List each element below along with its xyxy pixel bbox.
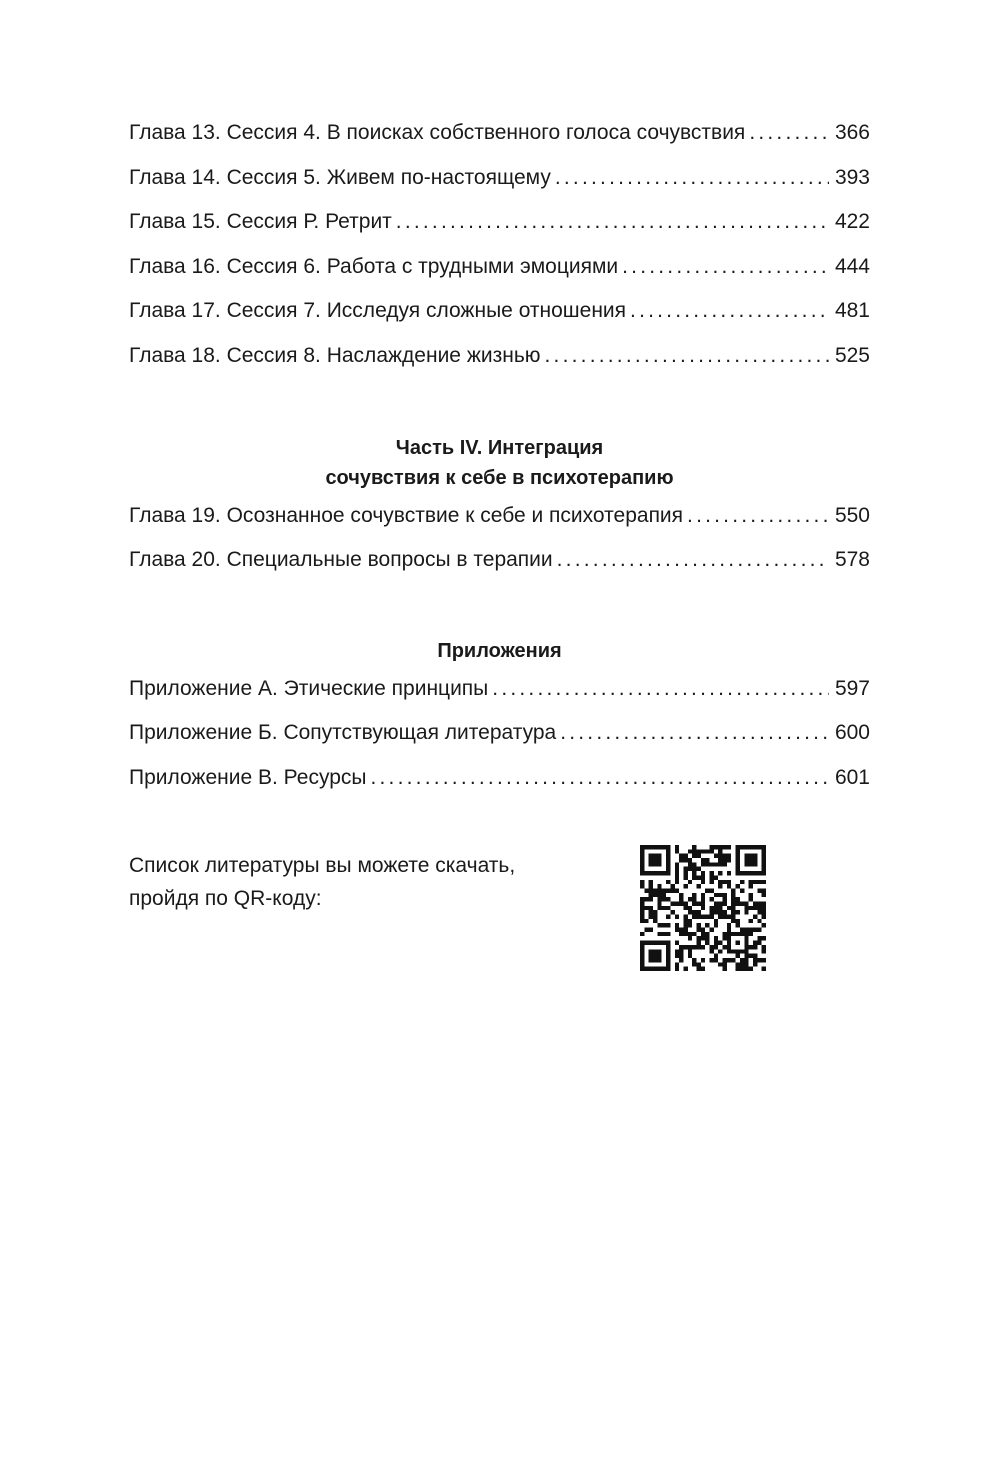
- toc-entry-page: 550: [834, 503, 870, 527]
- toc-entry-title: Глава 17. Сессия 7. Исследуя сложные отношения: [129, 299, 627, 323]
- toc-group-appendix: [129, 678, 870, 812]
- dot-leader: [630, 300, 829, 321]
- toc-entry-title: Приложение В. Ресурсы: [129, 765, 367, 789]
- toc-entry-page: 444: [834, 254, 870, 278]
- dot-leader: [557, 549, 829, 570]
- toc-entry-title: Глава 18. Сессия 8. Наслаждение жизнью: [129, 343, 541, 367]
- part-iv-heading-line-2: сочувствия к себе в психотерапию: [325, 466, 674, 489]
- part-iv-heading: [129, 433, 870, 493]
- dot-leader: [687, 505, 829, 526]
- toc-entry-page: 597: [834, 676, 870, 700]
- toc-entry-page: 422: [834, 210, 870, 234]
- toc-entry-page: 393: [834, 165, 870, 189]
- toc-entry-chapter-13: [129, 122, 870, 167]
- toc-entry-appendix-b: [129, 722, 870, 767]
- part-iv-heading-line-1: Часть IV. Интеграция: [395, 436, 604, 459]
- toc-entry-chapter-18: [129, 345, 870, 390]
- bibliography-download-note: [129, 849, 599, 915]
- toc-entry-page: 601: [834, 765, 870, 789]
- toc-entry-title: Глава 14. Сессия 5. Живем по-настоящему: [129, 165, 551, 189]
- toc-entry-page: 481: [834, 299, 870, 323]
- toc-group-sessions: [129, 122, 870, 390]
- dot-leader: [370, 767, 828, 788]
- toc-entry-page: 525: [834, 343, 870, 367]
- toc-entry-chapter-15: [129, 211, 870, 256]
- toc-entry-chapter-16: [129, 256, 870, 301]
- dot-leader: [555, 167, 829, 188]
- toc-entry-title: Приложение Б. Сопутствующая литература: [129, 721, 557, 745]
- dot-leader: [749, 122, 829, 143]
- toc-entry-page: 366: [834, 121, 870, 144]
- toc-entry-title: Глава 19. Осознанное сочувствие к себе и психотерапия: [129, 503, 684, 527]
- toc-entry-title: Глава 13. Сессия 4. В поисках собственного голоса сочувствия: [129, 121, 746, 144]
- dot-leader: [396, 211, 829, 232]
- table-of-contents: [129, 122, 870, 812]
- bibliography-note-line-2: пройдя по QR-коду:: [129, 887, 322, 910]
- appendix-heading: Приложения: [437, 639, 562, 662]
- toc-entry-title: Глава 15. Сессия Р. Ретрит: [129, 210, 392, 234]
- bibliography-note-line-1: Список литературы вы можете скачать,: [129, 854, 516, 877]
- toc-entry-appendix-c: [129, 767, 870, 812]
- bibliography-download-section: [129, 845, 870, 975]
- toc-entry-chapter-17: [129, 300, 870, 345]
- toc-group-part-iv: [129, 505, 870, 594]
- toc-entry-page: 600: [834, 721, 870, 745]
- toc-entry-page: 578: [834, 548, 870, 572]
- dot-leader: [622, 256, 829, 277]
- toc-entry-chapter-19: [129, 505, 870, 550]
- dot-leader: [560, 722, 829, 743]
- qr-code-icon[interactable]: [640, 845, 766, 971]
- toc-entry-chapter-20: [129, 549, 870, 594]
- toc-entry-title: Приложение А. Этические принципы: [129, 676, 489, 700]
- dot-leader: [492, 678, 829, 699]
- toc-entry-title: Глава 16. Сессия 6. Работа с трудными эмоциями: [129, 254, 619, 278]
- dot-leader: [545, 345, 829, 366]
- toc-entry-title: Глава 20. Специальные вопросы в терапии: [129, 548, 553, 572]
- toc-entry-appendix-a: [129, 678, 870, 723]
- toc-entry-chapter-14: [129, 167, 870, 212]
